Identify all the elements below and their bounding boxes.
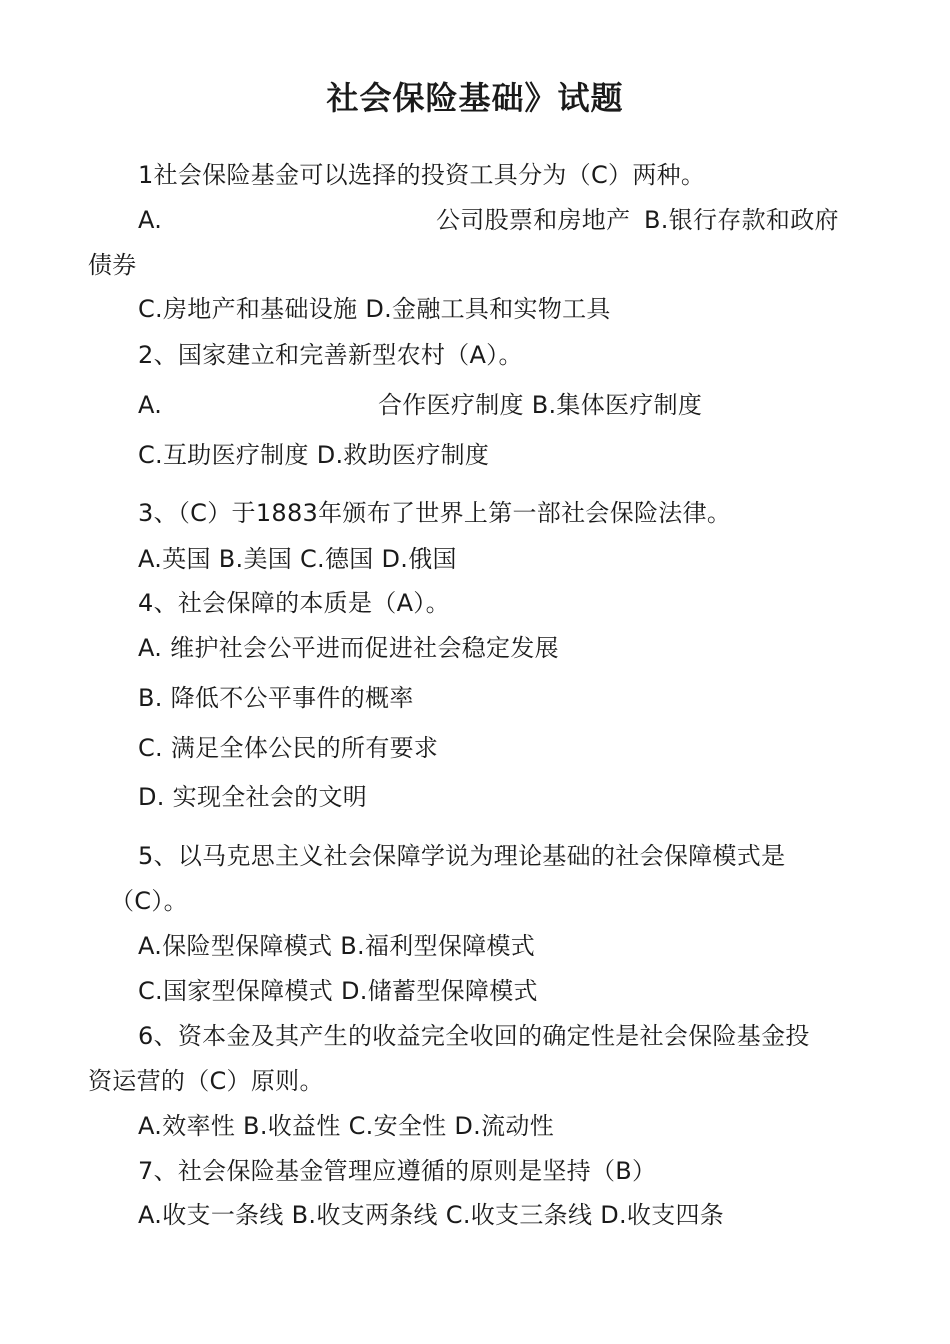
question-1-option-b-continued: 债券 — [88, 251, 137, 279]
question-1-option-a-text: 公司股票和房地产 — [436, 206, 631, 234]
question-1-option-b-text: B.银行存款和政府 — [644, 206, 839, 234]
question-4-option-c: C. 满足全体公民的所有要求 — [138, 734, 439, 762]
question-5-options-ab: A.保险型保障模式 B.福利型保障模式 — [138, 932, 536, 960]
question-3-options: A.英国 B.美国 C.德国 D.俄国 — [138, 545, 457, 573]
question-4-option-d: D. 实现全社会的文明 — [138, 783, 368, 811]
question-1-options-cd: C.房地产和基础设施 D.金融工具和实物工具 — [138, 295, 611, 323]
question-2-options-ab: 合作医疗制度 B.集体医疗制度 — [378, 391, 703, 419]
question-4-option-a: A. 维护社会公平进而促进社会稳定发展 — [138, 634, 559, 662]
question-2-options-cd: C.互助医疗制度 D.救助医疗制度 — [138, 441, 490, 469]
question-2-stem: 2、国家建立和完善新型农村（A）。 — [138, 341, 523, 369]
question-4-stem: 4、社会保障的本质是（A）。 — [138, 589, 450, 617]
question-5-stem-line-1: 5、以马克思主义社会保障学说为理论基础的社会保障模式是 — [138, 842, 786, 870]
question-5-options-cd: C.国家型保障模式 D.储蓄型保障模式 — [138, 977, 538, 1005]
question-1-stem: 1社会保险基金可以选择的投资工具分为（C）两种。 — [138, 161, 706, 189]
question-2-option-a-label: A. — [138, 391, 163, 419]
document-title: 社会保险基础》试题 — [326, 79, 624, 117]
question-7-stem: 7、社会保险基金管理应遵循的原则是坚持（B） — [138, 1157, 657, 1185]
question-3-stem: 3、（C）于1883年颁布了世界上第一部社会保险法律。 — [138, 499, 732, 527]
question-6-stem-line-2: 资运营的（C）原则。 — [88, 1067, 324, 1095]
question-6-options: A.效率性 B.收益性 C.安全性 D.流动性 — [138, 1112, 555, 1140]
question-4-option-b: B. 降低不公平事件的概率 — [138, 684, 414, 712]
question-6-stem-line-1: 6、资本金及其产生的收益完全收回的确定性是社会保险基金投 — [138, 1022, 810, 1050]
question-5-stem-line-2: （C）。 — [110, 887, 188, 915]
question-7-options: A.收支一条线 B.收支两条线 C.收支三条线 D.收支四条 — [138, 1201, 725, 1229]
question-1-option-a-label: A. — [138, 206, 163, 234]
